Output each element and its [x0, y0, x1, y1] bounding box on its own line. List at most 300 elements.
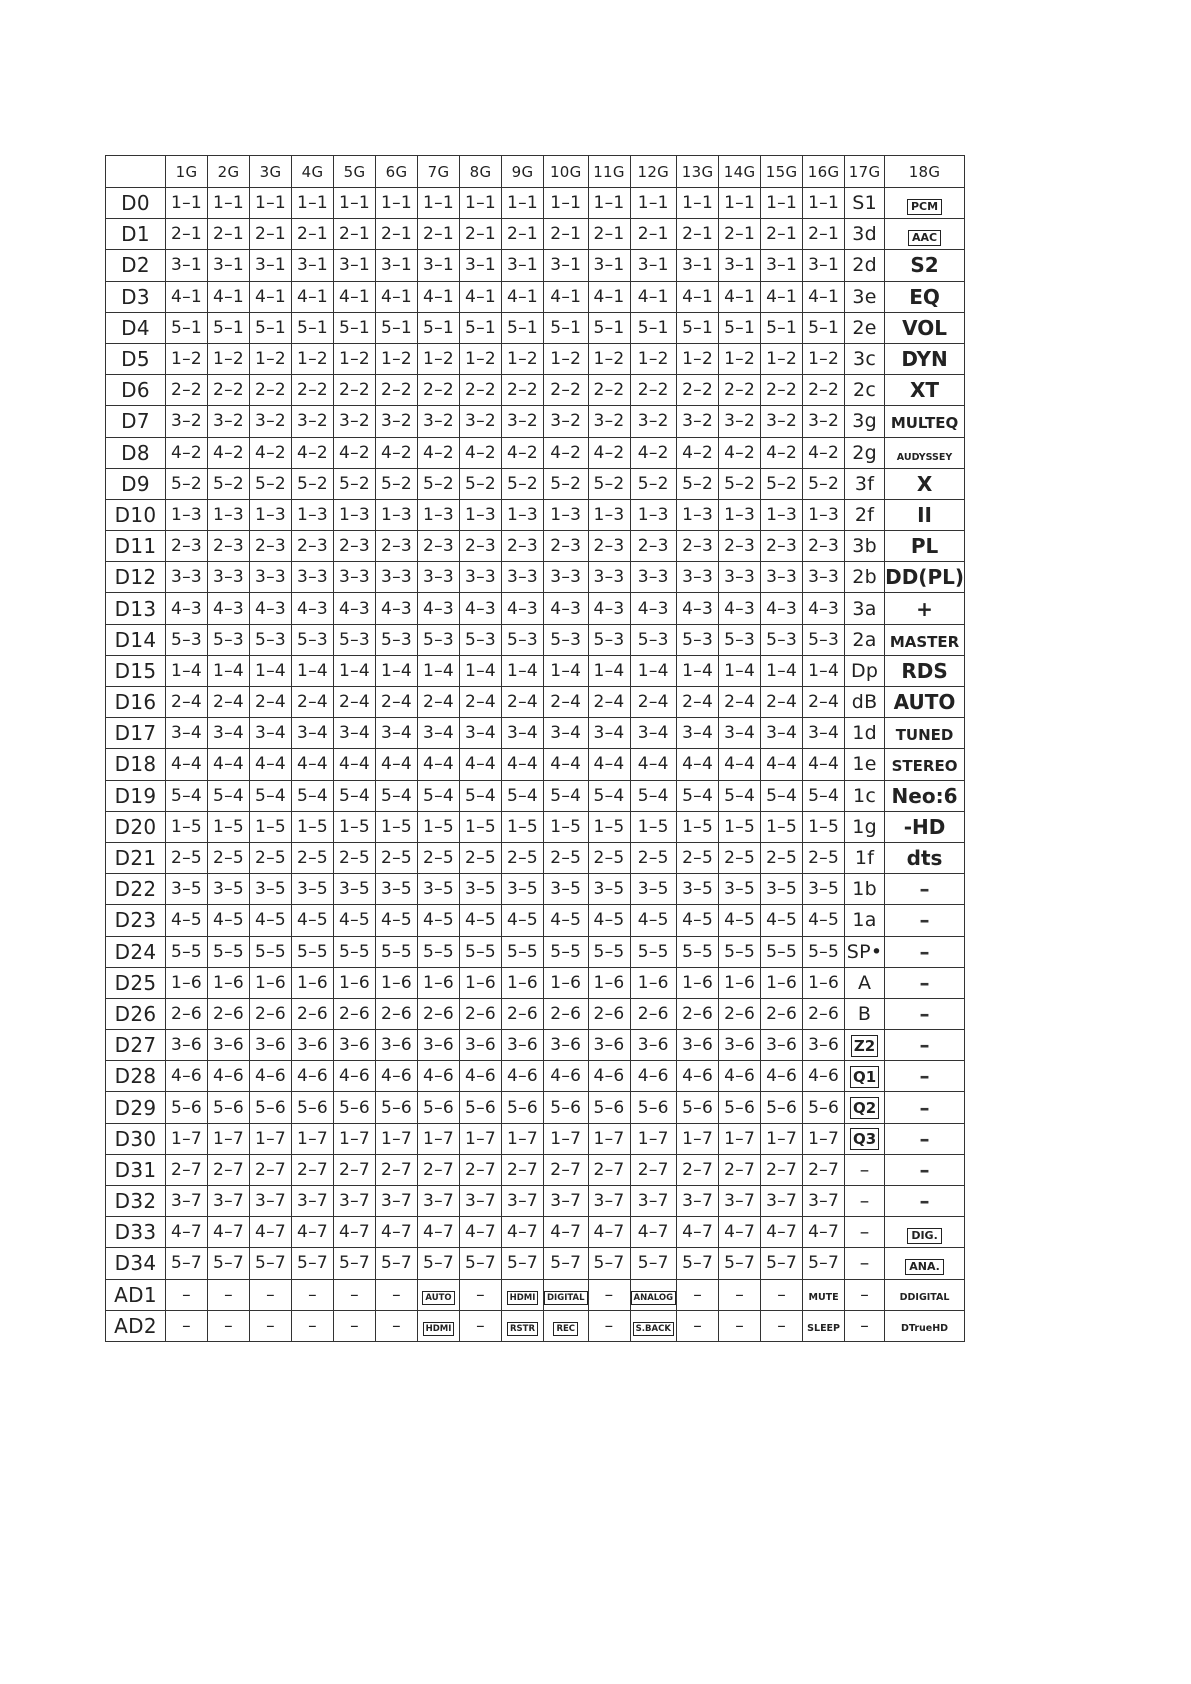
- segment-code-cell: 3–2: [208, 406, 250, 437]
- segment-code-cell: 4–3: [502, 593, 544, 624]
- segment-code-cell: 5–6: [292, 1092, 334, 1123]
- segment-code-cell: 2–5: [460, 842, 502, 873]
- grid18-indicator: AUTO: [893, 690, 956, 715]
- ad-cell: [803, 1279, 845, 1310]
- grid17-value: Z2: [851, 1035, 878, 1057]
- grid17-value: Q2: [850, 1097, 879, 1119]
- header-cell: 13G: [677, 156, 719, 188]
- segment-code-cell: 2–2: [334, 375, 376, 406]
- grid-row: [106, 437, 965, 468]
- segment-code-cell: 2–5: [677, 842, 719, 873]
- segment-code-cell: 1–2: [460, 343, 502, 374]
- header-cell: 14G: [719, 156, 761, 188]
- grid17-cell: [845, 998, 885, 1029]
- grid18-cell: [885, 874, 965, 905]
- header-cell: 7G: [418, 156, 460, 188]
- grid-row: [106, 749, 965, 780]
- grid17-cell: [845, 593, 885, 624]
- segment-code-cell: 5–7: [761, 1248, 803, 1279]
- ad-cell: [544, 1279, 589, 1310]
- segment-code-cell: 5–6: [376, 1092, 418, 1123]
- grid-row: [106, 1030, 965, 1061]
- segment-code-cell: 1–7: [376, 1123, 418, 1154]
- segment-code-cell: 1–7: [803, 1123, 845, 1154]
- segment-code-cell: 2–6: [502, 998, 544, 1029]
- grid17-cell: [845, 1217, 885, 1248]
- segment-code-cell: 5–3: [334, 624, 376, 655]
- grid-row: [106, 998, 965, 1029]
- grid18-cell: [885, 749, 965, 780]
- grid17-value: 2f: [854, 503, 875, 526]
- row-label: AD1: [106, 1279, 166, 1310]
- segment-code-cell: 5–2: [502, 468, 544, 499]
- grid18-indicator: –: [919, 1033, 930, 1058]
- segment-code-cell: 5–1: [166, 312, 208, 343]
- segment-code-cell: 1–3: [544, 499, 589, 530]
- segment-code-cell: 5–7: [544, 1248, 589, 1279]
- segment-code-cell: 4–5: [544, 905, 589, 936]
- segment-code-cell: 4–2: [166, 437, 208, 468]
- segment-code-cell: 5–5: [761, 936, 803, 967]
- grid17-cell: [845, 967, 885, 998]
- ad-cell-value: –: [350, 1284, 359, 1305]
- segment-code-cell: 1–7: [208, 1123, 250, 1154]
- ad-cell-value: –: [860, 1315, 869, 1336]
- grid18-cell: [885, 1030, 965, 1061]
- grid17-value: –: [859, 1221, 870, 1244]
- segment-code-cell: 5–4: [719, 780, 761, 811]
- segment-code-cell: 2–7: [418, 1154, 460, 1185]
- ad-cell-value: –: [735, 1284, 744, 1305]
- segment-code-cell: 1–4: [588, 655, 630, 686]
- segment-code-cell: 5–5: [677, 936, 719, 967]
- grid17-value: Dp: [850, 659, 879, 682]
- ad-cell: [502, 1310, 544, 1341]
- header-cell: 8G: [460, 156, 502, 188]
- segment-code-cell: 5–5: [502, 936, 544, 967]
- ad-cell-value: HDMI: [423, 1322, 455, 1336]
- grid17-value: 2d: [852, 254, 877, 277]
- segment-code-cell: 5–5: [292, 936, 334, 967]
- segment-code-cell: 4–6: [630, 1061, 677, 1092]
- segment-code-cell: 2–3: [677, 531, 719, 562]
- segment-code-cell: 4–5: [376, 905, 418, 936]
- segment-code-cell: 5–5: [460, 936, 502, 967]
- segment-code-cell: 5–6: [588, 1092, 630, 1123]
- segment-code-cell: 4–4: [334, 749, 376, 780]
- segment-code-cell: 2–6: [544, 998, 589, 1029]
- row-label: D24: [106, 936, 166, 967]
- segment-code-cell: 3–4: [418, 718, 460, 749]
- segment-code-cell: 5–5: [376, 936, 418, 967]
- segment-code-cell: 1–7: [544, 1123, 589, 1154]
- segment-code-cell: 2–3: [630, 531, 677, 562]
- segment-code-cell: 5–3: [418, 624, 460, 655]
- segment-code-cell: 5–1: [292, 312, 334, 343]
- segment-code-cell: 5–4: [677, 780, 719, 811]
- grid17-cell: [845, 718, 885, 749]
- segment-code-cell: 3–6: [208, 1030, 250, 1061]
- segment-code-cell: 4–3: [460, 593, 502, 624]
- segment-code-cell: 1–4: [502, 655, 544, 686]
- segment-code-cell: 3–6: [418, 1030, 460, 1061]
- segment-code-cell: 1–3: [292, 499, 334, 530]
- grid18-cell: [885, 250, 965, 281]
- segment-code-cell: 2–3: [418, 531, 460, 562]
- segment-code-cell: 1–1: [376, 188, 418, 219]
- segment-code-cell: 1–6: [761, 967, 803, 998]
- row-label: D19: [106, 780, 166, 811]
- segment-code-cell: 4–4: [460, 749, 502, 780]
- segment-code-cell: 5–4: [460, 780, 502, 811]
- segment-code-cell: 2–2: [677, 375, 719, 406]
- grid18-cell: [885, 468, 965, 499]
- ad-cell-value: –: [735, 1315, 744, 1336]
- segment-code-cell: 4–7: [544, 1217, 589, 1248]
- ad-cell: [166, 1310, 208, 1341]
- grid17-value: –: [859, 1158, 870, 1181]
- grid18-cell: [885, 1123, 965, 1154]
- segment-code-cell: 3–7: [292, 1186, 334, 1217]
- ad-cell: [250, 1279, 292, 1310]
- segment-code-cell: 5–7: [334, 1248, 376, 1279]
- grid-row: [106, 1154, 965, 1185]
- segment-code-cell: 5–7: [376, 1248, 418, 1279]
- segment-code-cell: 4–5: [292, 905, 334, 936]
- segment-code-cell: 2–5: [719, 842, 761, 873]
- segment-code-cell: 2–1: [502, 219, 544, 250]
- segment-code-cell: 1–7: [761, 1123, 803, 1154]
- grid18-cell: [885, 531, 965, 562]
- segment-code-cell: 4–3: [166, 593, 208, 624]
- segment-code-cell: 1–1: [460, 188, 502, 219]
- ad-cell: [334, 1279, 376, 1310]
- ad-cell: [208, 1310, 250, 1341]
- segment-code-cell: 3–3: [588, 562, 630, 593]
- segment-code-cell: 4–2: [292, 437, 334, 468]
- segment-grid-table: [105, 155, 965, 1342]
- segment-code-cell: 5–1: [677, 312, 719, 343]
- segment-code-cell: 3–2: [418, 406, 460, 437]
- grid-row: [106, 1217, 965, 1248]
- grid17-value: 3e: [852, 285, 877, 308]
- segment-code-cell: 5–3: [460, 624, 502, 655]
- segment-code-cell: 3–7: [588, 1186, 630, 1217]
- grid18-indicator: –: [919, 1001, 930, 1026]
- segment-code-cell: 1–6: [588, 967, 630, 998]
- segment-code-cell: 4–6: [250, 1061, 292, 1092]
- segment-code-cell: 1–7: [334, 1123, 376, 1154]
- grid17-value: 1f: [854, 847, 875, 870]
- grid18-indicator: RDS: [901, 658, 948, 683]
- segment-code-cell: 1–5: [334, 811, 376, 842]
- segment-code-cell: 1–7: [502, 1123, 544, 1154]
- segment-code-cell: 2–2: [544, 375, 589, 406]
- segment-code-cell: 1–5: [588, 811, 630, 842]
- segment-code-cell: 1–6: [677, 967, 719, 998]
- grid18-indicator: AUDYSSEY: [896, 451, 953, 463]
- segment-code-cell: 3–3: [630, 562, 677, 593]
- segment-code-cell: 4–2: [630, 437, 677, 468]
- grid18-indicator: DYN: [901, 347, 948, 372]
- segment-code-cell: 1–3: [761, 499, 803, 530]
- ad-cell-value: SLEEP: [807, 1322, 841, 1334]
- segment-code-cell: 3–4: [761, 718, 803, 749]
- segment-code-cell: 2–6: [376, 998, 418, 1029]
- grid18-cell: [885, 842, 965, 873]
- segment-code-cell: 3–1: [544, 250, 589, 281]
- segment-code-cell: 5–1: [208, 312, 250, 343]
- segment-code-cell: 5–1: [761, 312, 803, 343]
- segment-code-cell: 1–2: [292, 343, 334, 374]
- ad-cell-value: –: [224, 1284, 233, 1305]
- grid17-value: 1b: [852, 878, 877, 901]
- ad-cell-value: –: [476, 1315, 485, 1336]
- segment-code-cell: 2–2: [803, 375, 845, 406]
- segment-code-cell: 5–3: [502, 624, 544, 655]
- grid18-cell: [885, 312, 965, 343]
- grid18-indicator: Neo:6: [891, 783, 958, 808]
- segment-code-cell: 4–5: [588, 905, 630, 936]
- segment-code-cell: 3–2: [376, 406, 418, 437]
- ad-cell: [719, 1279, 761, 1310]
- segment-code-cell: 1–5: [502, 811, 544, 842]
- segment-code-cell: 1–1: [334, 188, 376, 219]
- grid17-value: 1d: [852, 722, 877, 745]
- segment-code-cell: 2–1: [588, 219, 630, 250]
- segment-code-cell: 4–6: [208, 1061, 250, 1092]
- row-label: D17: [106, 718, 166, 749]
- grid-row: [106, 1186, 965, 1217]
- segment-code-cell: 5–7: [677, 1248, 719, 1279]
- segment-code-cell: 1–2: [588, 343, 630, 374]
- segment-code-cell: 5–6: [719, 1092, 761, 1123]
- segment-code-cell: 3–5: [334, 874, 376, 905]
- segment-code-cell: 5–2: [376, 468, 418, 499]
- grid17-value: Q1: [850, 1066, 879, 1088]
- segment-code-cell: 1–3: [334, 499, 376, 530]
- segment-code-cell: 5–5: [208, 936, 250, 967]
- segment-code-cell: 5–3: [250, 624, 292, 655]
- grid18-cell: [885, 687, 965, 718]
- segment-code-cell: 1–3: [588, 499, 630, 530]
- segment-code-cell: 1–7: [677, 1123, 719, 1154]
- segment-code-cell: 2–4: [719, 687, 761, 718]
- ad-cell: [761, 1310, 803, 1341]
- segment-code-cell: 1–2: [803, 343, 845, 374]
- segment-code-cell: 3–2: [588, 406, 630, 437]
- grid17-cell: [845, 1061, 885, 1092]
- grid18-indicator: –: [919, 1126, 930, 1151]
- segment-code-cell: 4–2: [761, 437, 803, 468]
- segment-code-cell: 3–4: [292, 718, 334, 749]
- segment-code-cell: 1–7: [292, 1123, 334, 1154]
- segment-code-cell: 3–1: [460, 250, 502, 281]
- segment-code-cell: 3–6: [460, 1030, 502, 1061]
- segment-code-cell: 4–4: [588, 749, 630, 780]
- segment-code-cell: 3–4: [334, 718, 376, 749]
- segment-code-cell: 3–6: [166, 1030, 208, 1061]
- row-label: D14: [106, 624, 166, 655]
- grid18-cell: [885, 780, 965, 811]
- segment-code-cell: 5–2: [677, 468, 719, 499]
- grid18-indicator: –: [919, 970, 930, 995]
- segment-code-cell: 1–5: [376, 811, 418, 842]
- segment-code-cell: 4–1: [544, 281, 589, 312]
- segment-code-cell: 1–4: [166, 655, 208, 686]
- segment-code-cell: 3–2: [630, 406, 677, 437]
- segment-code-cell: 1–1: [630, 188, 677, 219]
- ad-cell-value: –: [266, 1315, 275, 1336]
- segment-code-cell: 4–4: [250, 749, 292, 780]
- segment-code-cell: 2–4: [677, 687, 719, 718]
- grid-row: [106, 188, 965, 219]
- segment-code-cell: 4–1: [292, 281, 334, 312]
- segment-code-cell: 4–1: [677, 281, 719, 312]
- segment-code-cell: 1–1: [719, 188, 761, 219]
- segment-code-cell: 1–5: [761, 811, 803, 842]
- segment-code-cell: 1–1: [677, 188, 719, 219]
- segment-code-cell: 1–7: [719, 1123, 761, 1154]
- segment-code-cell: 3–3: [418, 562, 460, 593]
- segment-code-cell: 3–2: [460, 406, 502, 437]
- segment-code-cell: 1–2: [502, 343, 544, 374]
- segment-code-cell: 5–2: [292, 468, 334, 499]
- segment-code-cell: 2–4: [166, 687, 208, 718]
- segment-code-cell: 3–3: [376, 562, 418, 593]
- grid-row: [106, 375, 965, 406]
- segment-code-cell: 1–6: [418, 967, 460, 998]
- segment-code-cell: 4–3: [761, 593, 803, 624]
- segment-code-cell: 4–2: [334, 437, 376, 468]
- grid17-cell: [845, 1154, 885, 1185]
- segment-code-cell: 1–3: [166, 499, 208, 530]
- ad-cell: [292, 1279, 334, 1310]
- segment-code-cell: 2–5: [376, 842, 418, 873]
- segment-code-cell: 5–6: [460, 1092, 502, 1123]
- grid17-cell: [845, 1092, 885, 1123]
- segment-code-cell: 2–7: [544, 1154, 589, 1185]
- grid18-indicator: –: [919, 908, 930, 933]
- grid18-cell: [885, 936, 965, 967]
- segment-code-cell: 3–7: [719, 1186, 761, 1217]
- segment-code-cell: 1–1: [250, 188, 292, 219]
- grid-row: [106, 343, 965, 374]
- segment-code-cell: 2–4: [292, 687, 334, 718]
- header-cell: 1G: [166, 156, 208, 188]
- ad-cell-value: –: [604, 1315, 614, 1336]
- segment-code-cell: 2–2: [502, 375, 544, 406]
- segment-code-cell: 4–7: [166, 1217, 208, 1248]
- segment-code-cell: 5–5: [166, 936, 208, 967]
- ad-cell-value: –: [392, 1284, 401, 1305]
- segment-code-cell: 5–6: [166, 1092, 208, 1123]
- segment-code-cell: 4–6: [677, 1061, 719, 1092]
- segment-code-cell: 1–5: [292, 811, 334, 842]
- segment-code-cell: 4–6: [588, 1061, 630, 1092]
- segment-code-cell: 4–4: [292, 749, 334, 780]
- ad-cell-value: –: [308, 1315, 317, 1336]
- grid18-indicator: -HD: [903, 814, 946, 839]
- segment-code-cell: 3–2: [719, 406, 761, 437]
- segment-code-cell: 3–1: [418, 250, 460, 281]
- row-label: D10: [106, 499, 166, 530]
- grid18-cell: [885, 655, 965, 686]
- segment-code-cell: 3–5: [208, 874, 250, 905]
- segment-code-cell: 1–4: [677, 655, 719, 686]
- segment-code-cell: 5–4: [588, 780, 630, 811]
- ad-cell-value: –: [182, 1284, 191, 1305]
- grid18-cell: [885, 219, 965, 250]
- grid17-value: 3a: [852, 597, 877, 620]
- segment-code-cell: 4–4: [677, 749, 719, 780]
- ad-cell-value: S.BACK: [633, 1322, 674, 1336]
- segment-code-cell: 1–3: [418, 499, 460, 530]
- segment-code-cell: 1–1: [588, 188, 630, 219]
- segment-code-cell: 2–7: [250, 1154, 292, 1185]
- segment-code-cell: 2–5: [630, 842, 677, 873]
- segment-code-cell: 2–7: [630, 1154, 677, 1185]
- segment-code-cell: 5–6: [630, 1092, 677, 1123]
- segment-code-cell: 5–2: [166, 468, 208, 499]
- segment-code-cell: 2–6: [460, 998, 502, 1029]
- segment-code-cell: 4–2: [719, 437, 761, 468]
- grid17-value: 2g: [852, 441, 877, 464]
- ad-cell-value: –: [350, 1315, 359, 1336]
- segment-code-cell: 3–3: [208, 562, 250, 593]
- segment-code-cell: 3–5: [677, 874, 719, 905]
- segment-code-cell: 4–2: [502, 437, 544, 468]
- segment-code-cell: 1–6: [334, 967, 376, 998]
- ad-cell-value: HDMI: [507, 1291, 539, 1305]
- segment-code-cell: 1–4: [544, 655, 589, 686]
- segment-code-cell: 4–2: [677, 437, 719, 468]
- ad-cell: [845, 1310, 885, 1341]
- grid-row: [106, 811, 965, 842]
- segment-code-cell: 2–4: [803, 687, 845, 718]
- segment-code-cell: 1–4: [460, 655, 502, 686]
- segment-code-cell: 3–6: [803, 1030, 845, 1061]
- segment-code-cell: 5–4: [803, 780, 845, 811]
- ad-cell-value: AUTO: [422, 1291, 454, 1305]
- grid18-indicator: –: [919, 1095, 930, 1120]
- segment-code-cell: 5–1: [803, 312, 845, 343]
- segment-code-cell: 3–7: [630, 1186, 677, 1217]
- segment-code-cell: 3–5: [761, 874, 803, 905]
- segment-code-cell: 4–2: [544, 437, 589, 468]
- grid18-cell: [885, 499, 965, 530]
- segment-code-cell: 3–6: [588, 1030, 630, 1061]
- segment-code-cell: 2–6: [334, 998, 376, 1029]
- segment-code-cell: 2–2: [292, 375, 334, 406]
- row-label: D18: [106, 749, 166, 780]
- segment-code-cell: 2–6: [630, 998, 677, 1029]
- segment-code-cell: 4–1: [630, 281, 677, 312]
- segment-code-cell: 3–2: [166, 406, 208, 437]
- header-corner: [106, 156, 166, 188]
- grid18-indicator: AAC: [908, 230, 941, 246]
- segment-code-cell: 1–6: [803, 967, 845, 998]
- segment-code-cell: 5–6: [418, 1092, 460, 1123]
- segment-code-cell: 2–2: [719, 375, 761, 406]
- ad-cell-value: –: [693, 1315, 702, 1336]
- grid-row: [106, 780, 965, 811]
- row-label: D20: [106, 811, 166, 842]
- segment-code-cell: 2–4: [460, 687, 502, 718]
- segment-code-cell: 3–1: [376, 250, 418, 281]
- segment-code-cell: 5–2: [460, 468, 502, 499]
- segment-code-cell: 1–4: [334, 655, 376, 686]
